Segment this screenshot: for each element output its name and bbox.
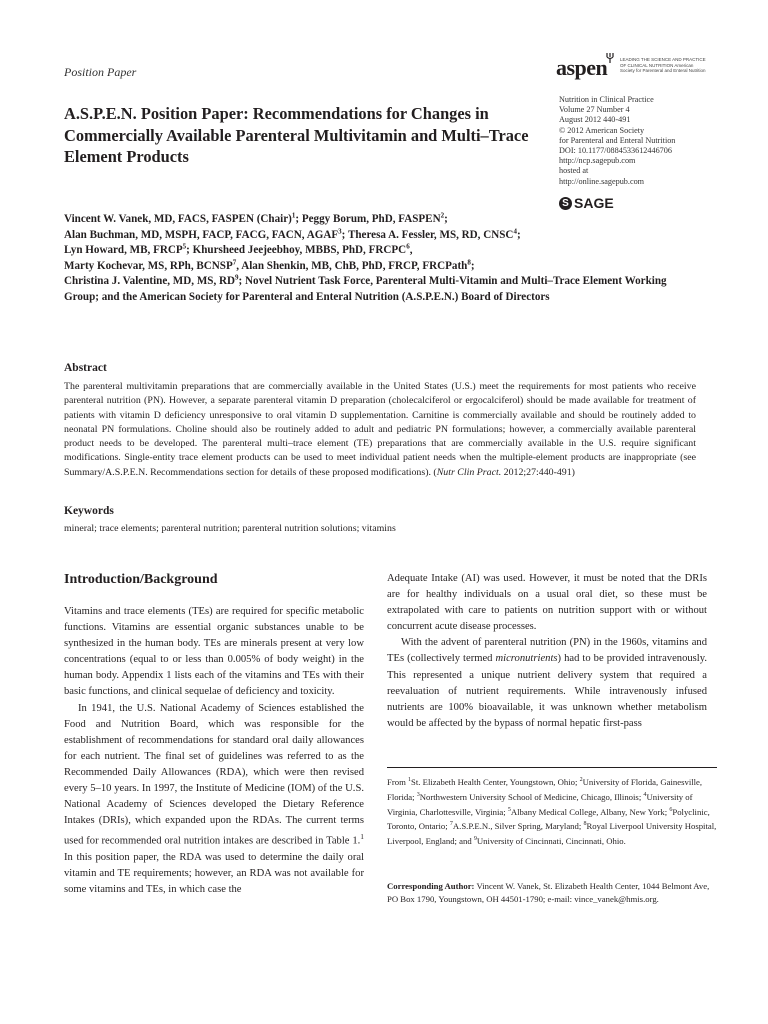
author: Peggy Borum, PhD, FASPEN: [301, 213, 441, 225]
author-separator: ;: [238, 275, 246, 288]
author: Alan Buchman, MD, MSPH, FACP, FACG, FACN, AGAF: [64, 228, 339, 241]
affiliation: Royal Liverpool University Hospital, Liverpool, England; and: [387, 821, 717, 847]
author-affiliation-sup: 7: [232, 258, 237, 267]
meta-line: http://ncp.sagepub.com: [559, 156, 636, 166]
meta-line: http://online.sagepub.com: [559, 176, 645, 186]
corresponding-label: Corresponding Author:: [387, 881, 475, 891]
abstract-text: [64, 380, 696, 480]
meta-line: Volume 27 Number 4: [559, 105, 630, 115]
logo-tagline: LEADING THE SCIENCE AND PRACTICE OF CLINICAL NUTRITION American Society for Parenteral and Enteral Nutrition: [620, 57, 706, 73]
author-affiliation-sup: 5: [182, 242, 187, 251]
affiliation: University of Florida, Gainesville, Florida;: [387, 776, 703, 802]
author-separator: ,: [236, 259, 242, 272]
corresponding-author: [387, 880, 717, 906]
logo-word: aspen: [556, 55, 608, 80]
affiliation-sup: 3: [416, 791, 420, 798]
author-separator: ;: [186, 244, 193, 257]
author-separator: ;: [341, 228, 348, 241]
affiliation-sup: 5: [507, 806, 511, 813]
affiliation-sup: 9: [473, 836, 477, 843]
paragraph-text: With the advent of parenteral nutrition (PN) in the 1960s, vitamins and TEs (collectively termed: [387, 637, 707, 665]
author-separator: ;: [516, 228, 521, 241]
paragraph-text: In this position paper, the RDA was used to determine the daily oral vitamin and TE requirements; however, an RDA was not available for some vitamins and TEs, in which case the: [64, 851, 364, 896]
affiliations: [387, 774, 717, 848]
affiliation: University of Cincinnati, Cincinnati, Ohio.: [476, 836, 626, 847]
body-column-right: [387, 571, 707, 732]
aspen-logo: [556, 53, 706, 81]
affiliation: St. Elizabeth Health Center, Youngstown, Ohio;: [411, 776, 580, 787]
keywords-text: mineral; trace elements; parenteral nutrition; parenteral nutrition solutions; vitamins: [64, 523, 396, 534]
meta-line: for Parenteral and Enteral Nutrition: [559, 135, 676, 145]
paragraph-text: ) had to be provided intravenously. This represented a unique nutrient delivery system that required a reevaluation of nutrient requirements. While intravenously infused nutrients are 100% bioavailable, it was unknown whether metabolism would be affected by the bypass of normal hepatic first-pass: [387, 653, 707, 729]
author-affiliation-sup: 2: [440, 211, 445, 220]
affiliation-sup: 1: [408, 777, 412, 783]
sage-mark-icon: S: [559, 197, 572, 210]
author-affiliation-sup: 6: [406, 242, 410, 251]
meta-line: © 2012 American Society: [559, 125, 645, 135]
affiliation: A.S.P.E.N., Silver Spring, Maryland;: [452, 821, 584, 832]
paragraph: [64, 701, 364, 899]
citation-rest: 2012;27:440-491): [501, 466, 575, 478]
paragraph: Vitamins and trace elements (TEs) are required for specific metabolic functions. Vitamins are essential organic substances unable to be synthesized in the human body. TEs are minerals present at very low concentrations (equal to or less than 0.005% of body weight) in the human body. Appendix 1 lists each of the vitamins and TEs with their basic functions, and clinical sequelae of deficiency and toxicity.: [64, 606, 364, 698]
author-list: [64, 212, 704, 306]
author-separator: ;: [444, 213, 448, 225]
article-title: A.S.P.E.N. Position Paper: Recommendations for Changes in Commercially Available Parenteral Multivitamin and Multi–Trace Element Products: [64, 104, 529, 166]
keywords-heading: Keywords: [64, 505, 114, 517]
author: Alan Shenkin, MB, ChB, PhD, FRCP, FRCPath: [241, 259, 468, 272]
author-separator: ,: [409, 244, 413, 257]
affiliation: Northwestern University School of Medicine, Chicago, Illinois;: [419, 791, 644, 802]
author-affiliation-sup: 1: [291, 211, 296, 220]
abstract-body: The parenteral multivitamin preparations that are commercially available in the United States (U.S.) meet the requirements for most patients who receive parenteral nutrition (PN). However, a separate parenteral vitamin D preparation (cholecalciferol or ergocalciferol) should be made available for treatment of patients with vitamin D deficiency unresponsive to oral vitamin D supplementation. Carnitine is commercially available and should be routinely added to neonatal PN formulations. Choline should also be routinely added to adult and pediatric PN formulations; however, a commercially available parenteral product needs to be developed. The parenteral multi–trace element (TE) preparations that are commercially available in the U.S. require significant modifications. Single-entity trace element products can be used to meet individual patient needs when the multiple-element products are inappropriate (see Summary/A.S.P.E.N. Recommendations section for details of these proposed modifications). (: [64, 381, 696, 478]
affiliation: Albany Medical College, Albany, New York;: [510, 806, 670, 817]
body-column-left: [64, 604, 364, 898]
citation-journal: Nutr Clin Pract.: [436, 466, 502, 478]
author: Lyn Howard, MB, FRCP: [64, 244, 183, 257]
author-affiliation-sup: 4: [513, 226, 517, 235]
author: Theresa A. Fessler, MS, RD, CNSC: [347, 228, 514, 241]
author-group: Novel Nutrient Task Force, Parenteral Multi-Vitamin and Multi–Trace Element Working Group; and the American Society for Parenteral and Enteral Nutrition (A.S.P.E.N.) Board of Directors: [64, 275, 667, 303]
affiliation-sup: 7: [449, 821, 453, 828]
affiliation: Polyclinic, Toronto, Ontario;: [387, 806, 710, 832]
meta-line: hosted at: [559, 166, 589, 176]
affiliation-sup: 4: [643, 791, 647, 798]
intro-heading: Introduction/Background: [64, 572, 218, 587]
footnote-divider: [387, 767, 717, 768]
section-label: Position Paper: [64, 65, 137, 79]
sage-logo: [559, 194, 614, 212]
affiliation-sup: 8: [583, 821, 587, 828]
author: Marty Kochevar, MS, RPh, BCNSP: [64, 259, 233, 272]
affiliation-sup: 6: [669, 806, 673, 813]
fork-icon: [606, 53, 614, 63]
abstract-heading: Abstract: [64, 362, 107, 374]
emphasis: micronutrients: [495, 653, 558, 665]
author: Vincent W. Vanek, MD, FACS, FASPEN (Chair): [64, 213, 292, 225]
journal-meta: [559, 95, 759, 187]
paragraph: Adequate Intake (AI) was used. However, it must be noted that the DRIs are for healthy individuals on a usual oral diet, so these must be extrapolated with care to patients on nutrition support with or without concurrent acute disease processes.: [387, 573, 707, 633]
affiliations-lead: From: [387, 776, 408, 787]
publisher-name: SAGE: [574, 195, 614, 211]
author-affiliation-sup: 3: [338, 226, 342, 235]
meta-line: DOI: 10.1177/0884533612446706: [559, 146, 672, 156]
affiliation: University of Virginia, Charlottesville, Virginia;: [387, 791, 693, 817]
affiliation-sup: 2: [579, 777, 583, 783]
meta-line: August 2012 440-491: [559, 115, 631, 125]
paragraph-text: In 1941, the U.S. National Academy of Sciences established the Food and Nutrition Board, which was responsible for the establishment of recommendations for standard oral daily allowances for each nutrient. The final set of guidelines was referred to as the Recommended Daily Allowances (RDA), which were then revised every 5–10 years. In 1997, the Institute of Medicine (IOM) of the U.S. National Academy of Sciences developed the Dietary Reference Intakes (DRIs), which expanded upon the RDAs. The current terms used for recommended oral nutrition intakes are described in Table 1.: [64, 702, 364, 847]
author-separator: ;: [295, 213, 302, 225]
corresponding-details: Vincent W. Vanek, St. Elizabeth Health Center, 1044 Belmont Ave, PO Box 1790, Youngstown, OH 44501-1790; e-mail: vince_vanek@hmis.org.: [387, 881, 710, 904]
author: Christina J. Valentine, MD, MS, RD: [64, 275, 236, 288]
meta-line: Nutrition in Clinical Practice: [559, 95, 654, 104]
reference-sup: 1: [360, 832, 364, 842]
author: Khursheed Jeejeebhoy, MBBS, PhD, FRCPC: [192, 244, 407, 257]
paragraph: [387, 635, 707, 732]
author-affiliation-sup: 9: [235, 273, 239, 282]
author-separator: ;: [470, 259, 475, 272]
author-affiliation-sup: 8: [467, 258, 471, 267]
